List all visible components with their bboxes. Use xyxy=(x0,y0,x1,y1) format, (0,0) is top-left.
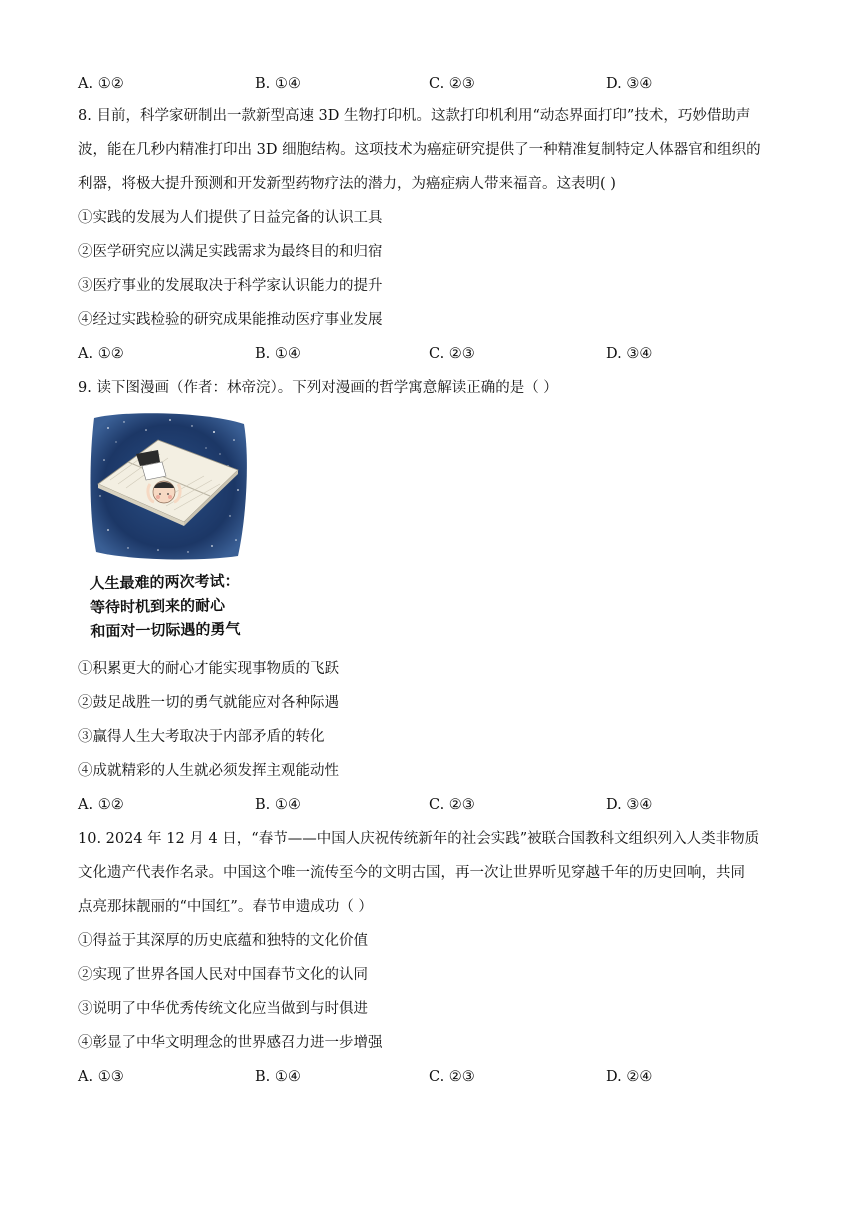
comic-caption-line-1: 人生最难的两次考试： xyxy=(89,571,240,593)
q8-option-a: A. ①② xyxy=(78,346,124,362)
q10-item-1: ①得益于其深厚的历史底蕴和独特的文化价值 xyxy=(78,933,368,949)
q9-option-c: C. ②③ xyxy=(429,797,475,813)
q9-item-2: ②鼓足战胜一切的勇气就能应对各种际遇 xyxy=(78,695,339,711)
q8-item-2: ②医学研究应以满足实践需求为最终目的和归宿 xyxy=(78,244,383,260)
q9-item-3: ③赢得人生大考取决于内部矛盾的转化 xyxy=(78,729,325,745)
q10-item-2: ②实现了世界各国人民对中国春节文化的认同 xyxy=(78,967,368,983)
q7-options xyxy=(78,73,788,95)
q10-item-4: ④彰显了中华文明理念的世界感召力进一步增强 xyxy=(78,1035,383,1051)
q9-stem: 9. 读下图漫画（作者：林帝浣）。下列对漫画的哲学寓意解读正确的是（ ） xyxy=(78,380,558,396)
q10-stem-line-3: 点亮那抹靓丽的“中国红”。春节申遗成功（ ） xyxy=(78,899,373,915)
q7-option-a: A. ①② xyxy=(78,76,124,92)
q8-stem-line-2: 波，能在几秒内精准打印出 3D 细胞结构。这项技术为癌症研究提供了一种精准复制特定人体器官和组织的 xyxy=(78,142,761,158)
q7-option-c: C. ②③ xyxy=(429,76,475,92)
comic-caption-line-2: 等待时机到来的耐心 xyxy=(89,596,226,617)
q7-option-b: B. ①④ xyxy=(255,76,301,92)
q8-item-1: ①实践的发展为人们提供了日益完备的认识工具 xyxy=(78,210,383,226)
q10-item-3: ③说明了中华优秀传统文化应当做到与时俱进 xyxy=(78,1001,368,1017)
q7-option-d: D. ③④ xyxy=(606,76,653,92)
q8-option-d: D. ③④ xyxy=(606,346,653,362)
q8-item-4: ④经过实践检验的研究成果能推动医疗事业发展 xyxy=(78,312,383,328)
q10-option-c: C. ②③ xyxy=(429,1069,475,1085)
q9-item-1: ①积累更大的耐心才能实现事物质的飞跃 xyxy=(78,661,339,677)
q10-stem-line-2: 文化遗产代表作名录。中国这个唯一流传至今的文明古国，再一次让世界听见穿越千年的历史回响，共同 xyxy=(78,865,745,881)
q8-option-c: C. ②③ xyxy=(429,346,475,362)
q9-option-a: A. ①② xyxy=(78,797,124,813)
q8-options xyxy=(78,343,788,365)
q9-item-4: ④成就精彩的人生就必须发挥主观能动性 xyxy=(78,763,339,779)
q8-option-b: B. ①④ xyxy=(255,346,301,362)
q10-option-d: D. ②④ xyxy=(606,1069,653,1085)
q10-option-b: B. ①④ xyxy=(255,1069,301,1085)
q9-option-d: D. ③④ xyxy=(606,797,653,813)
comic-night-sky-book-drawing xyxy=(88,410,248,562)
q10-stem-line-1: 10. 2024 年 12 月 4 日，“春节——中国人庆祝传统新年的社会实践”被联合国教科文组织列入人类非物质 xyxy=(78,831,760,847)
comic-caption-line-3: 和面对一切际遇的勇气 xyxy=(90,619,241,641)
q8-stem-line-1: 8. 目前，科学家研制出一款新型高速 3D 生物打印机。这款打印机利用“动态界面打印”技术，巧妙借助声 xyxy=(78,108,751,124)
q10-options xyxy=(78,1066,788,1088)
q8-stem-line-3: 利器，将极大提升预测和开发新型药物疗法的潜力，为癌症病人带来福音。这表明( ) xyxy=(78,176,616,192)
q9-option-b: B. ①④ xyxy=(255,797,301,813)
q8-item-3: ③医疗事业的发展取决于科学家认识能力的提升 xyxy=(78,278,383,294)
comic-caption xyxy=(89,569,260,644)
q9-options xyxy=(78,794,788,816)
comic-illustration xyxy=(88,410,248,646)
q10-option-a: A. ①③ xyxy=(78,1069,124,1085)
